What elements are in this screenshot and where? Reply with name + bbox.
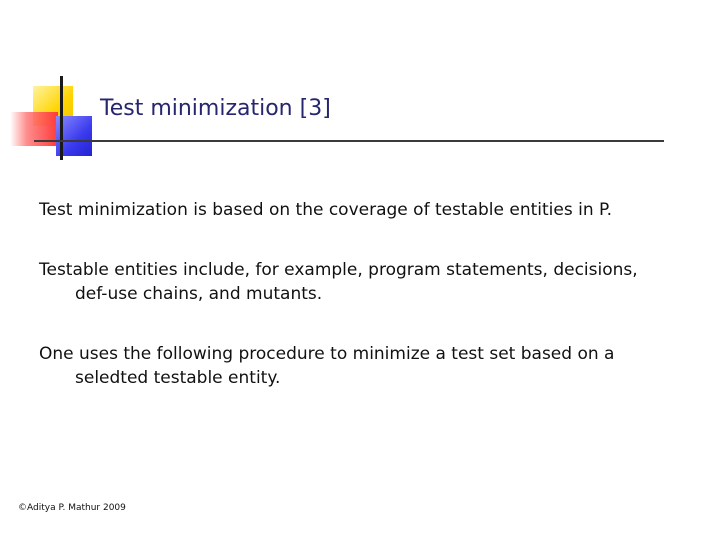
bullet-item: Test minimization is based on the coverage of testable entities in P.: [39, 200, 613, 220]
bullet-item: Testable entities include, for example, program statements, decisions, def-use chains, and mutants.: [39, 260, 638, 304]
bullet-item: One uses the following procedure to minimize a test set based on a seledted testable entity.: [39, 344, 615, 388]
title-decoration: [0, 0, 110, 170]
vertical-rule: [60, 76, 63, 160]
bullet-list: [39, 198, 659, 426]
copyright-footer: ©Aditya P. Mathur 2009: [18, 503, 126, 513]
slide-title: Test minimization [3]: [100, 96, 331, 121]
title-underline: [34, 140, 664, 142]
